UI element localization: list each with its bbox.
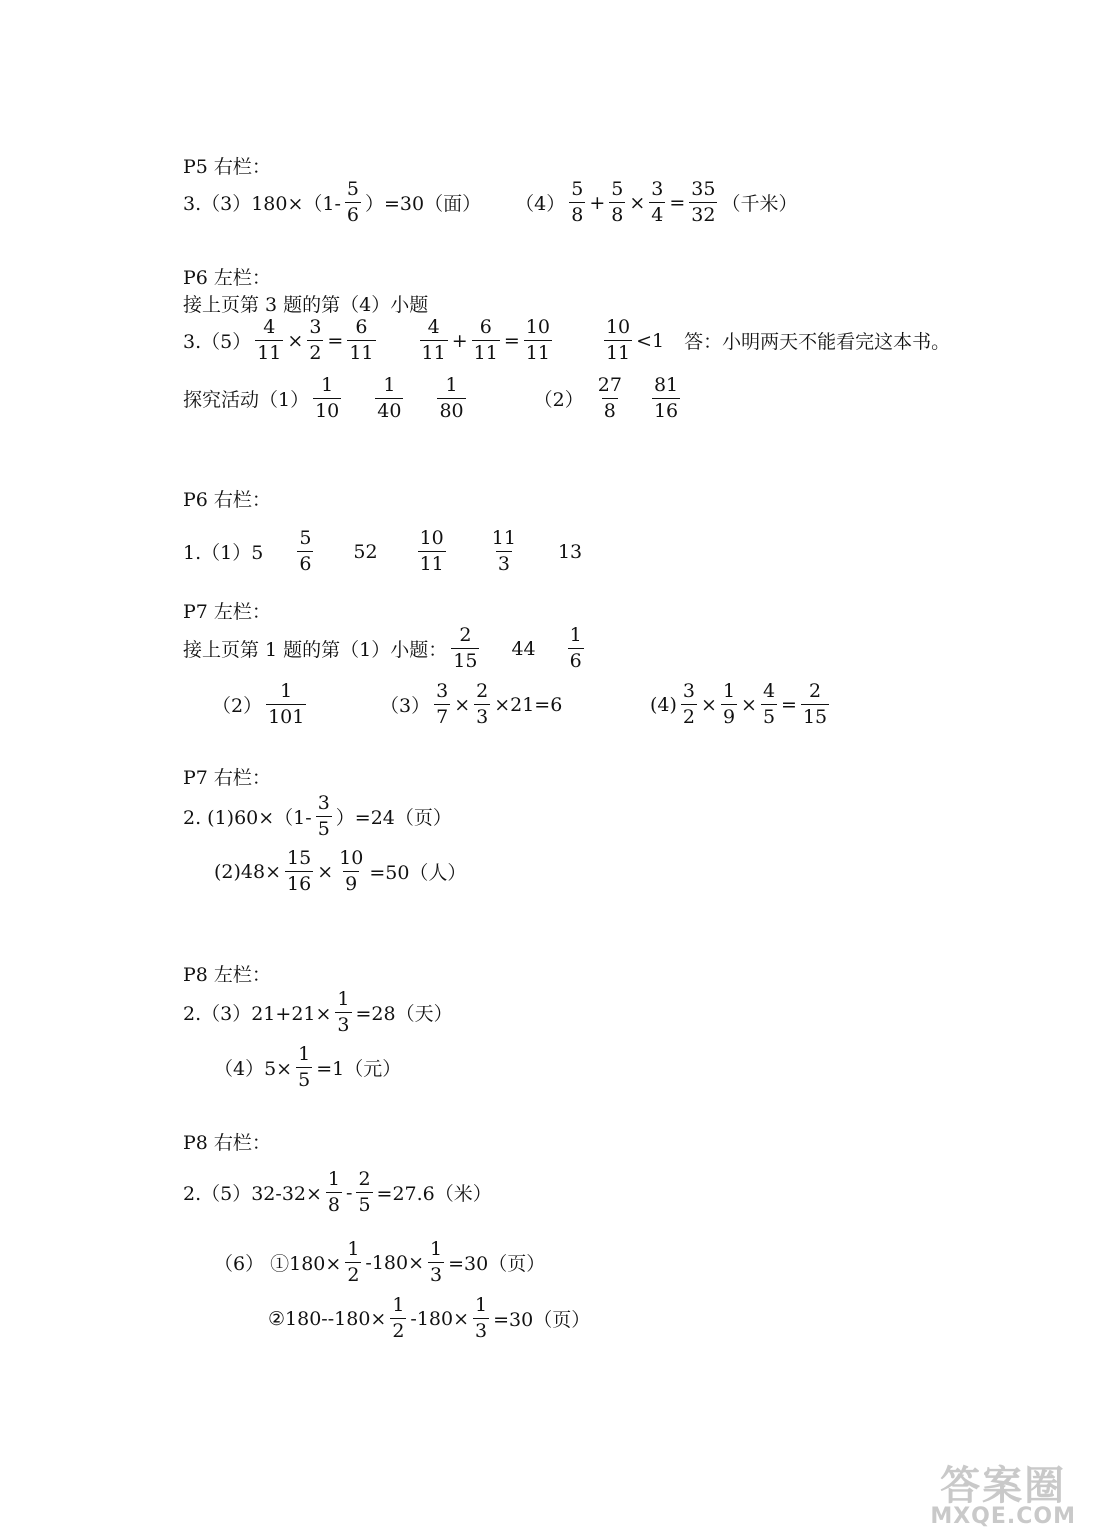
fraction: $\frac{5}{8}$ (611, 178, 624, 226)
fraction: 1 80 (439, 374, 464, 422)
fraction: 5 8 (571, 178, 584, 226)
answer-sentence: 答：小明两天不能看完这本书。 (684, 331, 951, 353)
answer-line-p8-3: 2.（3）21+21× $\frac{1}{3}$ =28（天） (183, 988, 453, 1036)
answer-line-p5-3-3: 3.（3）180×（1- 5 6 ）=30（面） （4） 5 8 + $\frac{5}{8}$ × $\frac{3}{4}$ = $\frac{35}{32}$ （千米） (183, 178, 798, 226)
fraction: $\frac{10}{9}$ (339, 847, 364, 895)
answer-line-p8-6-1: （6） ①180× $\frac{1}{2}$ -180× $\frac{1}{3}$ =30（页） (214, 1238, 546, 1286)
fraction: 1 6 (569, 624, 582, 672)
answer-line-p6-1-1: 1.（1）5 5 6 52 10 11 11 3 13 (183, 527, 583, 575)
fraction: $\frac{1}{3}$ (475, 1294, 488, 1342)
answer-line-p7r-2: (2)48× $\frac{15}{16}$ × $\frac{10}{9}$ =50（人） (214, 847, 467, 895)
fraction: $\frac{6}{11}$ (349, 316, 374, 364)
continuation-line-p7: 接上页第 1 题的第（1）小题： 2 15 44 1 6 (183, 624, 582, 672)
fraction: $\frac{3}{4}$ (651, 178, 664, 226)
explore-activity-line: 探究活动（1） 1 10 1 40 1 80 （2） 27 8 81 16 (183, 374, 679, 422)
fraction: $\frac{1}{3}$ (430, 1238, 443, 1286)
fraction: $\frac{2}{3}$ (476, 680, 489, 728)
fraction: 1 40 (377, 374, 402, 422)
fraction: 2 15 (453, 624, 478, 672)
fraction: $\frac{4}{5}$ (762, 680, 776, 728)
fraction: 1 101 (268, 680, 305, 728)
answer-line-p7r-1: 2. (1)60×（1- 3 5 ）=24（页） (183, 792, 452, 840)
fraction: $\frac{1}{9}$ (722, 680, 736, 728)
answer-line-p6-3-5: 3.（5） $\frac{4}{11}$ × $\frac{3}{2}$ = $\frac{6}{11}$ 4 11 + $\frac{6}{11}$ = $\frac{10}{11}$ 10 11 <1 答：小明两天不能看完这本书。 (183, 316, 951, 364)
section-heading-p6-right: P6 右栏： (183, 489, 271, 511)
fraction: 1 10 (315, 374, 340, 422)
answer-line-p8-6-2: ②180--180× $\frac{1}{2}$ -180× $\frac{1}{3}$ =30（页） (268, 1294, 591, 1342)
fraction: $\frac{1}{5}$ (298, 1043, 311, 1091)
section-heading-p6-left: P6 左栏： (183, 267, 271, 289)
fraction: 5 6 (346, 178, 360, 226)
section-heading-p5-right: P5 右栏： (183, 156, 271, 178)
answer-line-p7-2: （2） 1 101 (212, 680, 305, 728)
fraction: $\frac{2}{15}$ (802, 680, 828, 728)
fraction: $\frac{1}{8}$ (327, 1168, 341, 1216)
fraction: 10 11 (605, 316, 631, 364)
fraction: $\frac{15}{16}$ (287, 847, 312, 895)
fraction: 11 3 (491, 527, 516, 575)
fraction: $\frac{3}{7}$ (436, 680, 449, 728)
section-heading-p7-right: P7 右栏： (183, 767, 271, 789)
fraction: $\frac{3}{2}$ (682, 680, 696, 728)
fraction: 81 16 (653, 374, 679, 422)
section-heading-p7-left: P7 左栏： (183, 601, 271, 623)
watermark-logo: 答案圈 MXQE.COM (930, 1463, 1076, 1529)
fraction: 10 11 (419, 527, 444, 575)
fraction: $\frac{35}{32}$ (691, 178, 716, 226)
answer-line-p7-3: （3） $\frac{3}{7}$ × $\frac{2}{3}$ ×21=6 (380, 680, 563, 728)
fraction: 4 11 (421, 316, 446, 364)
fraction: $\frac{10}{11}$ (525, 316, 550, 364)
fraction: $\frac{3}{2}$ (309, 316, 322, 364)
fraction: 3 5 (317, 792, 330, 840)
fraction: $\frac{2}{5}$ (358, 1168, 371, 1216)
fraction: $\frac{6}{11}$ (473, 316, 498, 364)
fraction: 5 6 (299, 527, 312, 575)
fraction: $\frac{1}{3}$ (337, 988, 350, 1036)
answer-line-p8-4: （4）5× $\frac{1}{5}$ =1（元） (214, 1043, 402, 1091)
answer-line-p8-5: 2.（5）32-32× $\frac{1}{8}$ - $\frac{2}{5}$ =27.6（米） (183, 1168, 492, 1216)
fraction: 27 8 (597, 374, 622, 422)
section-heading-p8-right: P8 右栏： (183, 1132, 271, 1154)
fraction: $\frac{1}{2}$ (347, 1238, 360, 1286)
fraction: $\frac{4}{11}$ (257, 316, 282, 364)
section-heading-p8-left: P8 左栏： (183, 964, 271, 986)
continuation-note: 接上页第 3 题的第（4）小题 (183, 294, 429, 316)
answer-line-p7-4: (4) $\frac{3}{2}$ × $\frac{1}{9}$ × $\frac{4}{5}$ = $\frac{2}{15}$ (650, 680, 828, 728)
fraction: $\frac{1}{2}$ (392, 1294, 405, 1342)
